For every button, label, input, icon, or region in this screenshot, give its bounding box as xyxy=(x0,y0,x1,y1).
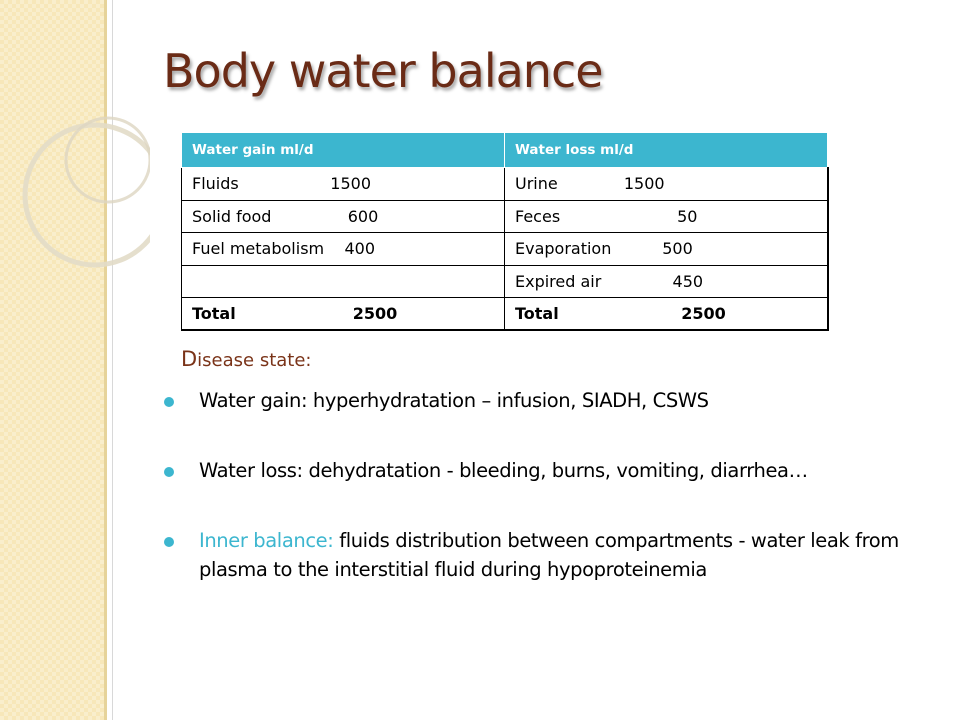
list-item xyxy=(164,526,904,584)
table-total-row xyxy=(182,298,828,331)
table-row xyxy=(182,265,828,298)
list-item xyxy=(164,456,904,485)
header-water-loss: Water loss ml/d xyxy=(505,133,828,168)
header-water-gain: Water gain ml/d xyxy=(182,133,505,168)
decorative-circles xyxy=(0,0,150,280)
gain-cell xyxy=(182,265,505,298)
water-balance-table xyxy=(181,132,829,331)
table-row xyxy=(182,200,828,233)
disease-state-heading-initial: D xyxy=(181,347,198,371)
disease-state-heading-rest: isease state: xyxy=(197,350,312,371)
gain-cell: Fuel metabolism 400 xyxy=(182,233,505,266)
list-item-lead: Inner balance: xyxy=(199,529,334,552)
decorative-circle-small xyxy=(66,118,150,202)
table-header-row xyxy=(182,133,828,168)
list-item-text: fluids distribution between compartments - water leak from plasma to the interstitial fluid during hypoproteinemia xyxy=(199,529,899,581)
gain-cell: Solid food 600 xyxy=(182,200,505,233)
list-item xyxy=(164,386,904,415)
loss-total-cell: Total 2500 xyxy=(505,298,828,331)
list-item-text: Water gain: hyperhydratation – infusion, SIADH, CSWS xyxy=(199,389,709,412)
disease-state-heading xyxy=(181,347,312,371)
disease-state-list xyxy=(164,386,904,584)
loss-cell: Evaporation 500 xyxy=(505,233,828,266)
table-row xyxy=(182,168,828,201)
loss-cell: Feces 50 xyxy=(505,200,828,233)
gain-total-cell: Total 2500 xyxy=(182,298,505,331)
loss-cell: Urine 1500 xyxy=(505,168,828,201)
loss-cell: Expired air 450 xyxy=(505,265,828,298)
list-item-text: Water loss: dehydratation - bleeding, burns, vomiting, diarrhea… xyxy=(199,459,808,482)
slide-title: Body water balance xyxy=(163,44,603,98)
gain-cell: Fluids 1500 xyxy=(182,168,505,201)
table-row xyxy=(182,233,828,266)
